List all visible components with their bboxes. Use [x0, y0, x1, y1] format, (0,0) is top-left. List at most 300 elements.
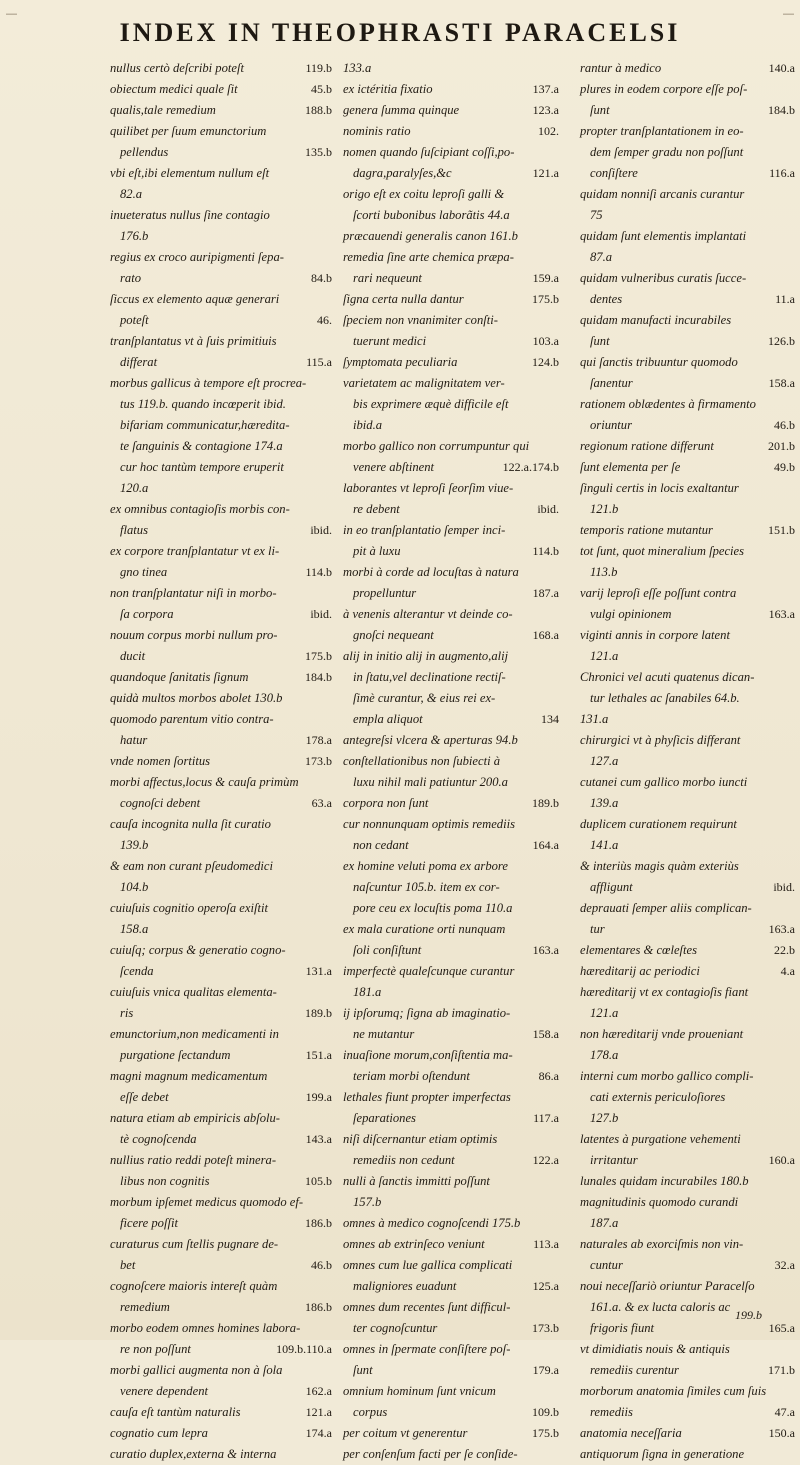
page-reference: 114.b	[305, 565, 332, 579]
index-entry-line: ſoli conſiſtunt	[353, 943, 422, 957]
index-entry	[580, 961, 795, 982]
index-entry-line: naſcuntur 105.b. item ex cor-	[353, 880, 500, 894]
index-entry	[110, 1360, 332, 1402]
index-entry	[580, 583, 795, 625]
index-entry-line: remedia ſine arte chemica præpa-	[343, 250, 514, 264]
index-entry-line: & interiùs magis quàm exteriùs	[580, 859, 739, 873]
page-reference: 122.a	[532, 1153, 559, 1167]
page-reference: 22.b	[774, 943, 795, 957]
page-reference: 45.b	[311, 82, 332, 96]
index-entry	[110, 772, 332, 814]
index-entry-line: obiectum medici quale ſit	[110, 82, 238, 96]
index-entry	[110, 79, 332, 100]
index-entry-line: antiquorum ſigna in generatione	[580, 1447, 745, 1461]
index-column-1	[110, 58, 332, 1465]
index-entry-line: hatur	[120, 733, 148, 747]
index-entry-line: morbo gallico non corrumpuntur qui	[343, 439, 530, 453]
index-entry	[580, 79, 795, 121]
page-reference: 46.b	[774, 418, 795, 432]
index-entry-line: non hæreditarij vnde proueniant	[580, 1027, 744, 1041]
index-entry-line: ſiccus ex elemento aquæ generari	[110, 292, 280, 306]
index-entry	[580, 478, 795, 520]
index-entry-line: 104.b	[120, 880, 149, 894]
index-entry	[580, 625, 795, 667]
index-entry	[343, 814, 559, 856]
index-entry	[343, 1381, 559, 1423]
index-entry-line: cuntur	[590, 1258, 623, 1272]
index-entry-line: lethales fiunt propter imperfectas	[343, 1090, 511, 1104]
index-entry-line: pit à luxu	[353, 544, 401, 558]
index-entry	[110, 1150, 332, 1192]
page-reference: 123.a	[532, 103, 559, 117]
page-reference: 174.a	[305, 1426, 332, 1440]
index-entry-line: ſcenda	[120, 964, 154, 978]
index-entry-line: bis exprimere æquè difficile eſt	[353, 397, 509, 411]
index-entry	[343, 1045, 559, 1087]
index-entry-line: cauſa incognita nulla ſit curatio	[110, 817, 271, 831]
page-reference: 114.b	[532, 544, 559, 558]
index-entry-line: te ſanguinis & contagione 174.a	[120, 439, 283, 453]
index-entry-line: ſunt	[590, 334, 610, 348]
index-entry-line: Chronici vel acuti quatenus dican-	[580, 670, 755, 684]
index-entry	[343, 1003, 559, 1045]
index-entry	[343, 226, 559, 247]
index-entry-line: plures in eodem corpore eſſe poſ-	[580, 82, 748, 96]
index-entry-line: hæreditarij ac periodici	[580, 964, 700, 978]
index-entry-line: tur lethales ac ſanabiles 64.b.	[590, 691, 740, 705]
page-reference: 63.a	[311, 796, 332, 810]
page-reference: 178.a	[305, 733, 332, 747]
index-entry	[110, 940, 332, 982]
index-entry-line: 141.a	[590, 838, 619, 852]
page-reference: 102.	[538, 124, 559, 138]
index-entry-line: 121.a	[590, 1006, 619, 1020]
index-entry	[580, 310, 795, 352]
index-entry-line: re debent	[353, 502, 400, 516]
page-reference: 175.b	[532, 1426, 559, 1440]
index-entry-line: rato	[120, 271, 141, 285]
page-reference: 188.b	[305, 103, 332, 117]
page-reference: 158.a	[532, 1027, 559, 1041]
index-entry-line: pellendus	[120, 145, 169, 159]
index-entry	[343, 520, 559, 562]
index-entry	[343, 1234, 559, 1255]
index-entry-line: ducit	[120, 649, 146, 663]
index-entry-line: 75	[590, 208, 603, 222]
index-entry-line: 120.a	[120, 481, 149, 495]
index-entry-line: cognatio cum lepra	[110, 1426, 208, 1440]
index-entry-line: flatus	[120, 523, 148, 537]
index-entry-line: tur	[590, 922, 605, 936]
index-entry	[343, 604, 559, 646]
index-entry-line: remediis curentur	[590, 1363, 679, 1377]
index-entry-line: genera ſumma quinque	[343, 103, 460, 117]
index-entry-line: natura etiam ab empiricis abſolu-	[110, 1111, 281, 1125]
index-entry	[343, 1339, 559, 1381]
index-entry-line: ſeparationes	[353, 1111, 416, 1125]
index-entry-line: origo eſt ex coitu leproſi galli &	[343, 187, 505, 201]
index-entry-line: varietatem ac malignitatem ver-	[343, 376, 505, 390]
index-entry-line: ſigna certa nulla dantur	[343, 292, 464, 306]
page-reference: 46.b	[311, 1258, 332, 1272]
index-entry	[343, 100, 559, 121]
index-entry-line: 157.b	[353, 1195, 382, 1209]
index-entry-line: per coitum vt generentur	[343, 1426, 468, 1440]
index-entry	[110, 751, 332, 772]
index-entry	[343, 751, 559, 793]
index-entry-line: bet	[120, 1258, 136, 1272]
index-column-3	[580, 58, 795, 1465]
index-entry-line: 176.b	[120, 229, 149, 243]
index-entry-line: 131.a	[580, 712, 609, 726]
index-entry-line: maligniores euadunt	[353, 1279, 457, 1293]
index-entry-line: venere dependent	[120, 1384, 208, 1398]
page-reference: 189.b	[305, 1006, 332, 1020]
index-entry-line: imperfectè qualeſcunque curantur	[343, 964, 515, 978]
index-entry-line: ſanentur	[590, 376, 633, 390]
index-entry-line: 121.a	[590, 649, 619, 663]
index-entry-line: tot ſunt, quot mineralium ſpecies	[580, 544, 745, 558]
index-entry-line: conſiſtere	[590, 166, 638, 180]
index-entry	[110, 121, 332, 163]
index-column-2	[343, 58, 559, 1465]
index-entry	[580, 1066, 795, 1129]
index-entry	[343, 856, 559, 919]
page-reference: 109.b.110.a	[276, 1342, 332, 1356]
index-entry-line: morborum anatomia ſimiles cum ſuis	[580, 1384, 767, 1398]
index-entry-line: propelluntur	[353, 586, 417, 600]
index-entry	[343, 478, 559, 520]
index-entry-line: varij leproſi eſſe poſſunt contra	[580, 586, 737, 600]
index-entry-line: curaturus cum ſtellis pugnare de-	[110, 1237, 279, 1251]
page-reference: 159.a	[532, 271, 559, 285]
page-reference: 135.b	[305, 145, 332, 159]
index-entry-line: dagra,paralyſes,&c	[353, 166, 452, 180]
page-reference: 119.b	[305, 61, 332, 75]
index-entry	[343, 1444, 559, 1465]
index-entry	[580, 121, 795, 184]
index-entry-line: tranſplantatus vt à ſuis primitiuis	[110, 334, 277, 348]
index-entry	[110, 1234, 332, 1276]
index-entry-line: 127.a	[590, 754, 619, 768]
index-entry	[580, 457, 795, 478]
page-reference: 164.a	[532, 838, 559, 852]
index-entry-line: chirurgici vt à phyſicis differant	[580, 733, 741, 747]
index-entry-line: morbo eodem omnes homines labora-	[110, 1321, 301, 1335]
index-entry	[343, 919, 559, 961]
page-reference: 184.b	[768, 103, 795, 117]
index-entry	[110, 1444, 332, 1465]
page-reference: 11.a	[775, 292, 795, 306]
index-entry	[580, 58, 795, 79]
index-entry-line: cati externis periculoſiores	[590, 1090, 726, 1104]
page-reference: 121.a	[305, 1405, 332, 1419]
index-entry-line: omnes in ſpermate conſiſtere poſ-	[343, 1342, 511, 1356]
index-entry-line: quilibet per ſuum emunctorium	[110, 124, 267, 138]
index-entry-line: omnes dum recentes ſunt difficul-	[343, 1300, 511, 1314]
index-entry	[110, 163, 332, 205]
index-entry-line: qualis,tale remedium	[110, 103, 216, 117]
page-reference: 124.b	[532, 355, 559, 369]
index-entry-line: per conſenſum facti per ſe conſide-	[343, 1447, 518, 1461]
index-entry-line: tus 119.b. quando incœperit ibid.	[120, 397, 286, 411]
index-entry-line: quidam vulneribus curatis ſucce-	[580, 271, 747, 285]
page-reference: 46.	[317, 313, 332, 327]
page-reference: 116.a	[769, 166, 795, 180]
page-reference: 113.a	[533, 1237, 559, 1251]
index-entry	[343, 646, 559, 730]
page-reference: 187.a	[532, 586, 559, 600]
index-entry-line: ibid.a	[353, 418, 383, 432]
index-entry	[110, 247, 332, 289]
index-entry	[343, 121, 559, 142]
index-entry-line: affligunt	[590, 880, 633, 894]
index-entry	[343, 730, 559, 751]
index-entry-line: rantur à medico	[580, 61, 662, 75]
index-entry-line: cur hoc tantùm tempore eruperit	[120, 460, 284, 474]
index-entry	[110, 709, 332, 751]
index-entry	[110, 583, 332, 625]
index-entry-line: non tranſplantatur niſi in morbo-	[110, 586, 277, 600]
page-reference: 117.a	[533, 1111, 559, 1125]
page-reference: 121.a	[532, 166, 559, 180]
index-entry-line: remediis	[590, 1405, 633, 1419]
index-entry-line: ſimè curantur, & eius rei ex-	[353, 691, 496, 705]
index-entry-line: ij ipſorumq; ſigna ab imaginatio-	[343, 1006, 511, 1020]
page-reference: 122.a.174.b	[502, 460, 559, 474]
index-entry-line: morbi gallici augmenta non à ſola	[110, 1363, 283, 1377]
page-reference: 151.b	[768, 523, 795, 537]
index-entry	[343, 1129, 559, 1171]
page-reference: 186.b	[305, 1300, 332, 1314]
page-reference: 162.a	[305, 1384, 332, 1398]
index-entry-line: nominis ratio	[343, 124, 411, 138]
index-entry	[110, 625, 332, 667]
index-entry-line: præcauendi generalis canon 161.b	[343, 229, 518, 243]
index-entry	[343, 1255, 559, 1297]
index-entry-line: gnoſci nequeant	[353, 628, 434, 642]
index-entry-line: ſa corpora	[120, 607, 174, 621]
index-entry	[343, 1087, 559, 1129]
index-entry-line: corpus	[353, 1405, 388, 1419]
index-entry	[110, 688, 332, 709]
page-reference: 171.b	[768, 1363, 795, 1377]
index-entry	[110, 1024, 332, 1066]
index-entry-line: niſi diſcernantur etiam optimis	[343, 1132, 498, 1146]
index-entry-line: anatomia neceſſaria	[580, 1426, 682, 1440]
index-entry	[343, 1171, 559, 1213]
page-reference: 105.b	[305, 1174, 332, 1188]
index-entry-line: omnes ab extrinſeco veniunt	[343, 1237, 485, 1251]
index-entry-line: omnes cum lue gallica complicati	[343, 1258, 513, 1272]
page-reference: 86.a	[538, 1069, 559, 1083]
page-reference: 201.b	[768, 439, 795, 453]
index-entry-line: noui neceſſariò oriuntur Paracelſo	[580, 1279, 755, 1293]
index-entry-line: cognoſcere maioris intereſt quàm	[110, 1279, 278, 1293]
index-entry	[580, 1444, 795, 1465]
index-entry-line: 139.a	[590, 796, 619, 810]
index-entry-line: latentes à purgatione vehementi	[580, 1132, 741, 1146]
index-entry-line: ſpeciem non vnanimiter conſti-	[343, 313, 498, 327]
index-entry	[580, 1339, 795, 1381]
page-reference: 173.b	[305, 754, 332, 768]
index-entry	[580, 814, 795, 856]
index-entry-line: quidam ſunt elementis implantati	[580, 229, 747, 243]
index-entry-line: nouum corpus morbi nullum pro-	[110, 628, 278, 642]
index-entry	[343, 793, 559, 814]
index-entry	[580, 1192, 795, 1234]
index-entry	[110, 982, 332, 1024]
index-entry	[580, 1276, 795, 1339]
page-reference: 163.a	[768, 922, 795, 936]
index-entry-line: oriuntur	[590, 418, 632, 432]
index-entry	[580, 730, 795, 772]
page-reference: 125.a	[532, 1279, 559, 1293]
index-entry-line: 87.a	[590, 250, 613, 264]
index-entry-line: antegreſsi vlcera & aperturas 94.b	[343, 733, 518, 747]
index-entry-line: dentes	[590, 292, 623, 306]
index-entry	[580, 436, 795, 457]
index-entry	[343, 79, 559, 100]
page-reference: 4.a	[780, 964, 795, 978]
index-entry-line: quandoque ſanitatis ſignum	[110, 670, 249, 684]
index-entry	[580, 1423, 795, 1444]
index-entry	[580, 394, 795, 436]
index-entry-line: 139.b	[120, 838, 149, 852]
index-entry-line: remediis non cedunt	[353, 1153, 455, 1167]
page-reference: 109.b	[532, 1405, 559, 1419]
index-entry-line: tè cognoſcenda	[120, 1132, 197, 1146]
page-reference: 47.a	[774, 1405, 795, 1419]
index-entry	[110, 1423, 332, 1444]
index-entry-line: morbus gallicus à tempore eſt procrea-	[110, 376, 307, 390]
page-reference: 158.a	[768, 376, 795, 390]
index-entry-line: in eo tranſplantatio ſemper inci-	[343, 523, 506, 537]
index-entry	[580, 667, 795, 709]
index-entry-line: cognoſci debent	[120, 796, 201, 810]
index-entry	[343, 961, 559, 1003]
index-entry-line: differat	[120, 355, 158, 369]
index-entry-line: vbi eſt,ibi elementum nullum eſt	[110, 166, 270, 180]
page-reference: 173.b	[532, 1321, 559, 1335]
page-reference: 168.a	[532, 628, 559, 642]
index-entry-line: duplicem curationem requirunt	[580, 817, 737, 831]
index-entry	[580, 940, 795, 961]
index-entry-line: ex corpore tranſplantatur vt ex li-	[110, 544, 280, 558]
index-entry-line: ſunt elementa per ſe	[580, 460, 681, 474]
index-entry-line: ex omnibus contagioſis morbis con-	[110, 502, 290, 516]
index-entry-line: hæreditarij vt ex contagioſis fiant	[580, 985, 749, 999]
index-entry-line: remedium	[120, 1300, 170, 1314]
index-entry-line: emunctorium,non medicamenti in	[110, 1027, 279, 1041]
page-reference: 160.a	[768, 1153, 795, 1167]
page-reference: 175.b	[305, 649, 332, 663]
index-entry	[343, 373, 559, 436]
index-entry	[110, 1108, 332, 1150]
page-reference: 151.a	[305, 1048, 332, 1062]
index-entry-line: nullus certò deſcribi poteſt	[110, 61, 244, 75]
page-reference: 134	[541, 712, 559, 726]
index-entry	[580, 856, 795, 898]
index-entry-line: nomen quando ſuſcipiant coſſi,po-	[343, 145, 515, 159]
index-entry	[580, 268, 795, 310]
index-entry-line: ex homine veluti poma ex arbore	[343, 859, 508, 873]
index-entry-line: ſinguli certis in locis exaltantur	[580, 481, 739, 495]
index-entry-line: magnitudinis quomodo curandi	[580, 1195, 739, 1209]
page-reference: 143.a	[305, 1132, 332, 1146]
index-entry	[110, 814, 332, 856]
index-entry-line: cauſa eſt tantùm naturalis	[110, 1405, 241, 1419]
index-entry-line: cur nonnunquam optimis remediis	[343, 817, 515, 831]
page-reference: ibid.	[310, 607, 332, 621]
index-entry	[343, 1213, 559, 1234]
page-reference: ibid.	[773, 880, 795, 894]
index-entry-line: luxu nihil mali patiuntur 200.a	[353, 775, 508, 789]
index-entry	[110, 898, 332, 940]
index-entry-line: temporis ratione mutantur	[580, 523, 713, 537]
index-entry-line: cutanei cum gallico morbo iuncti	[580, 775, 748, 789]
index-entry	[580, 541, 795, 583]
index-entry	[580, 982, 795, 1024]
index-entry-line: cuiuſq; corpus & generatio cogno-	[110, 943, 286, 957]
index-entry-line: 178.a	[590, 1048, 619, 1062]
index-entry	[343, 1297, 559, 1339]
index-entry-line: quidam nonniſi arcanis curantur	[580, 187, 745, 201]
index-entry	[343, 184, 559, 226]
index-entry	[110, 100, 332, 121]
index-entry	[343, 436, 559, 478]
page-reference: 184.b	[305, 670, 332, 684]
page-reference: 126.b	[768, 334, 795, 348]
left-margin-mark: —	[6, 8, 17, 20]
index-entry	[580, 1171, 795, 1192]
index-entry	[580, 1381, 795, 1423]
index-entry-line: teriam morbi oſtendunt	[353, 1069, 470, 1083]
page-reference: ibid.	[537, 502, 559, 516]
index-entry-line: irritantur	[590, 1153, 638, 1167]
index-entry-line: ſunt	[590, 103, 610, 117]
index-entry-line: frigoris fiunt	[590, 1321, 655, 1335]
index-entry-line: nulli à ſanctis immitti poſſunt	[343, 1174, 490, 1188]
index-entry	[343, 352, 559, 373]
page-reference: 199.a	[305, 1090, 332, 1104]
index-entry-line: elementares & cœleſtes	[580, 943, 698, 957]
index-entry	[580, 709, 795, 730]
index-entry-line: morbi à corde ad locuſtas à natura	[343, 565, 519, 579]
index-entry	[110, 331, 332, 373]
index-entry-line: curatio duplex,externa & interna	[110, 1447, 277, 1461]
page-reference: 49.b	[774, 460, 795, 474]
index-entry-line: interni cum morbo gallico compli-	[580, 1069, 754, 1083]
index-entry-line: magni magnum medicamentum	[110, 1069, 268, 1083]
index-entry	[110, 856, 332, 898]
index-entry	[343, 310, 559, 352]
index-entry-line: morbum ipſemet medicus quomodo ef-	[110, 1195, 304, 1209]
index-entry-line: 181.a	[353, 985, 382, 999]
index-entry	[110, 541, 332, 583]
index-entry	[580, 1024, 795, 1066]
page-title: INDEX IN THEOPHRASTI PARACELSI	[119, 18, 681, 47]
index-entry	[343, 247, 559, 289]
index-entry-line: ſcorti bubonibus laborãtis 44.a	[353, 208, 510, 222]
index-entry-line: morbi affectus,locus & cauſa primùm	[110, 775, 299, 789]
index-entry	[343, 1423, 559, 1444]
index-entry-line: ris	[120, 1006, 134, 1020]
index-columns	[0, 58, 800, 1461]
index-entry	[580, 226, 795, 268]
index-entry-line: 133.a	[343, 61, 372, 75]
page-reference: 115.a	[306, 355, 332, 369]
